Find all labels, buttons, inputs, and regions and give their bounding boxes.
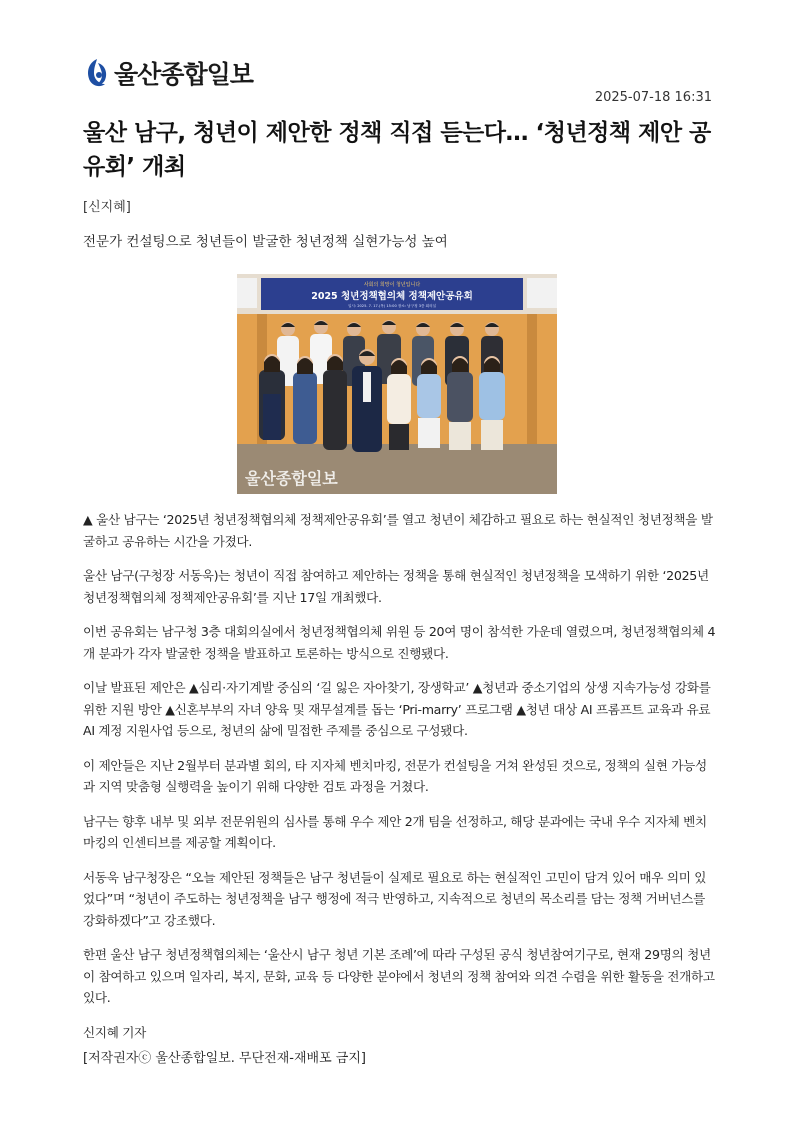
banner-info: 일시: 2025. 7. 17.(목) 15:00 장소: 남구청 3층 회의실 [347,304,437,308]
article-photo [237,274,557,494]
copyright-notice: [저작권자ⓒ 울산종합일보. 무단전재-재배포 금지] [83,1051,366,1066]
article-subhead: 전문가 컨설팅으로 청년들이 발굴한 청년정책 실현가능성 높여 [83,234,448,250]
photo-caption: ▲ 울산 남구는 ‘2025년 청년정책협의체 정책제안공유회’를 열고 청년이 체감하고 필요로 하는 현실적인 청년정책을 발굴하고 공유하는 시간을 가졌다. [83,512,713,549]
article-body [83,509,718,1056]
article-byline: [신지혜] [83,200,131,215]
body-paragraph: 한편 울산 남구 청년정책협의체는 ‘울산시 남구 청년 기본 조례’에 따라 구성된 공식 청년참여기구로, 현재 29명의 청년이 참여하고 있으며 일자리, 복지, 문화, 교육 등 다양한 분야에서 청년의 정책 참여와 의견 수렴을 위한 활동을 전개하고 있다. [83,947,715,1005]
site-name: 울산종합일보 [114,60,253,89]
group-photo-illustration [237,274,557,494]
site-logo[interactable] [83,57,253,89]
body-paragraph: 이번 공유회는 남구청 3층 대회의실에서 청년정책협의체 위원 등 20여 명이 참석한 가운데 열렸으며, 청년정책협의체 4개 분과가 각자 발굴한 정책을 발표하고 토론하는 방식으로 진행됐다. [83,624,716,661]
reporter-signoff: 신지혜 기자 [83,1024,147,1040]
photo-watermark: 울산종합일보 [245,469,338,488]
logo-mark-icon [83,57,111,89]
article-title: 울산 남구, 청년이 제안한 정책 직접 듣는다… ‘청년정책 제안 공유회’ 개최 [83,120,711,180]
body-paragraph: 이 제안들은 지난 2월부터 분과별 회의, 타 지자체 벤치마킹, 전문가 컨설팅을 거쳐 완성된 것으로, 정책의 실현 가능성과 지역 맞춤형 실행력을 높이기 위해 다양한 검토 과정을 거쳤다. [83,757,707,794]
body-paragraph: 울산 남구(구청장 서동욱)는 청년이 직접 참여하고 제안하는 정책을 통해 현실적인 청년정책을 모색하기 위한 ‘2025년 청년정책협의체 정책제안공유회’를 지난 17일 개최했다. [83,568,709,605]
body-paragraph: 남구는 향후 내부 및 외부 전문위원의 심사를 통해 우수 제안 2개 팀을 선정하고, 해당 분과에는 국내 우수 지자체 벤치마킹의 인센티브를 제공할 계획이다. [83,813,707,850]
banner-small-text: 사회의 희망이 청년입니다 [363,282,421,288]
body-paragraph: 이날 발표된 제안은 ▲심리·자기계발 중심의 ‘길 잃은 자아찾기, 장생학교’ ▲청년과 중소기업의 상생 지속가능성 강화를 위한 지원 방안 ▲신혼부부의 자녀 양육 및 재무설계를 돕는 ‘Pri-marry’ 프로그램 ▲청년 대상 AI 프롬프트 교육과 유료 AI 계정 지원사업 등으로, 청년의 삶에 밀접한 주제를 중심으로 구성됐다. [83,680,711,738]
banner-title: 2025 청년정책협의체 정책제안공유회 [311,291,473,302]
body-paragraph: 서동욱 남구청장은 “오늘 제안된 정책들은 남구 청년들이 실제로 필요로 하는 현실적인 고민이 담겨 있어 매우 의미 있었다”며 “청년이 주도하는 청년정책을 남구 행정에 적극 반영하고, 지속적으로 청년의 목소리를 담는 정책 거버넌스를 강화하겠다”고 강조했다. [83,869,707,928]
article-timestamp: 2025-07-18 16:31 [594,90,712,105]
